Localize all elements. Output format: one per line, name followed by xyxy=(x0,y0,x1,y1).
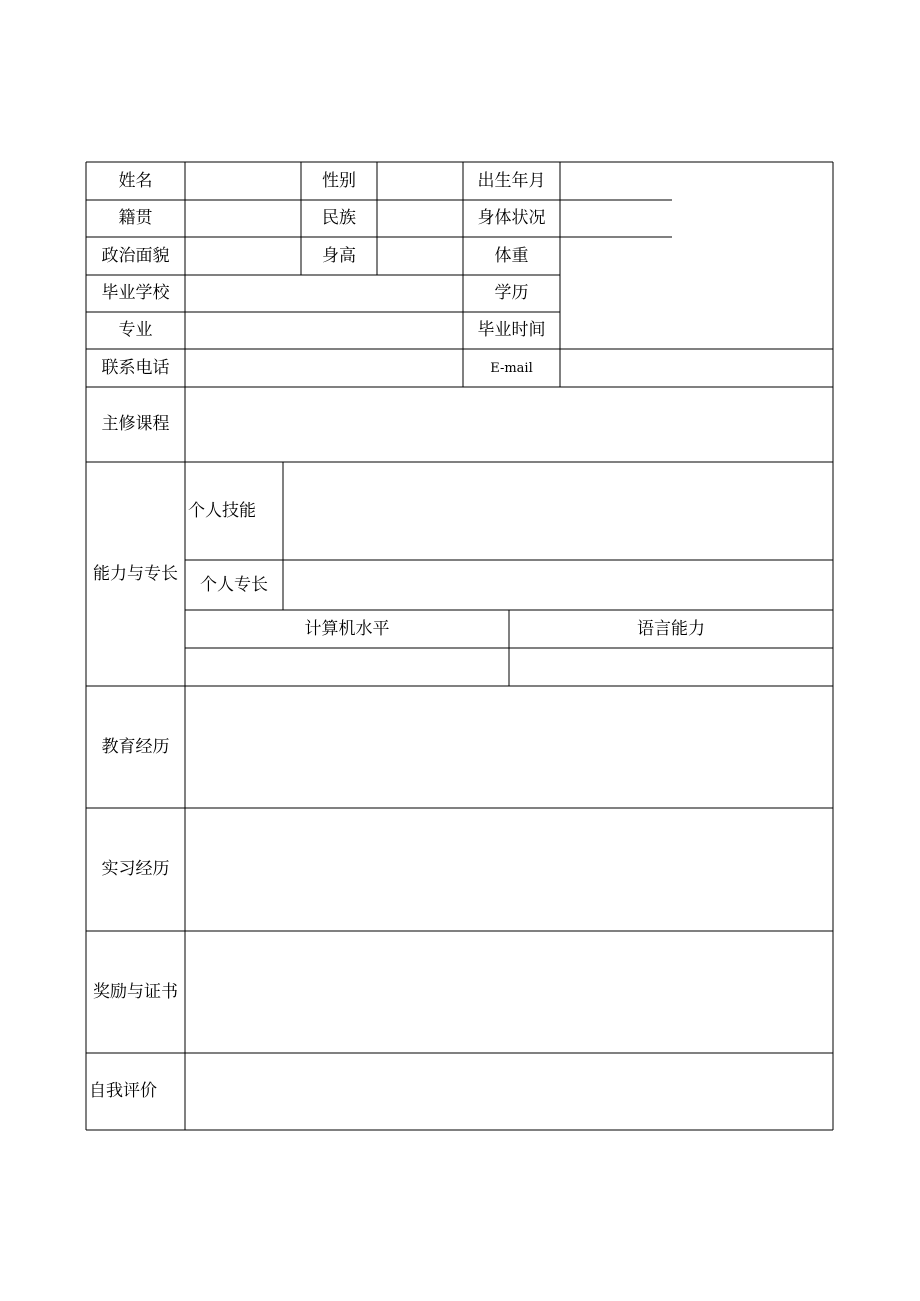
abilities-label: 能力与专长 xyxy=(93,563,178,584)
political-field[interactable] xyxy=(186,238,300,274)
awards-field[interactable] xyxy=(186,932,832,1052)
gender-field[interactable] xyxy=(378,163,462,199)
ethnicity-label: 民族 xyxy=(322,208,356,228)
phone-field[interactable] xyxy=(186,350,462,386)
hometown-label: 籍贯 xyxy=(118,208,153,228)
personal-strengths-field[interactable] xyxy=(284,561,832,609)
height-field[interactable] xyxy=(378,238,462,274)
email-field[interactable] xyxy=(561,350,832,386)
degree-label: 学历 xyxy=(494,283,529,303)
name-field[interactable] xyxy=(186,163,300,199)
awards-label: 奖励与证书 xyxy=(93,981,178,1002)
education-label: 教育经历 xyxy=(101,736,170,757)
weight-label: 体重 xyxy=(494,245,529,266)
computer-level-label: 计算机水平 xyxy=(304,618,390,639)
height-label: 身高 xyxy=(322,245,356,266)
birth-label: 出生年月 xyxy=(477,170,546,191)
personal-strengths-label: 个人专长 xyxy=(200,574,268,595)
computer-level-field[interactable] xyxy=(186,649,508,685)
language-ability-label: 语言能力 xyxy=(637,618,705,639)
self-eval-field[interactable] xyxy=(186,1054,832,1129)
language-ability-field[interactable] xyxy=(510,649,832,685)
health-field[interactable] xyxy=(561,201,671,236)
courses-field[interactable] xyxy=(186,388,832,461)
major-label: 专业 xyxy=(118,320,153,340)
internship-field[interactable] xyxy=(186,809,832,930)
hometown-field[interactable] xyxy=(186,201,300,236)
email-label: E-mail xyxy=(490,360,533,376)
gender-label: 性别 xyxy=(322,170,356,191)
courses-label: 主修课程 xyxy=(101,414,170,434)
internship-label: 实习经历 xyxy=(101,859,170,879)
personal-skills-field[interactable] xyxy=(284,463,832,559)
grad-time-field[interactable] xyxy=(561,313,671,348)
personal-skills-label: 个人技能 xyxy=(188,500,256,521)
name-label: 姓名 xyxy=(118,170,153,191)
degree-field[interactable] xyxy=(561,276,671,311)
self-eval-label: 自我评价 xyxy=(89,1081,157,1101)
grad-time-label: 毕业时间 xyxy=(477,320,546,340)
political-label: 政治面貌 xyxy=(101,245,170,266)
weight-field[interactable] xyxy=(561,238,671,274)
ethnicity-field[interactable] xyxy=(378,201,462,236)
phone-label: 联系电话 xyxy=(101,357,170,378)
education-field[interactable] xyxy=(186,687,832,807)
school-field[interactable] xyxy=(186,276,462,311)
school-label: 毕业学校 xyxy=(101,283,170,303)
health-label: 身体状况 xyxy=(477,208,546,228)
major-field[interactable] xyxy=(186,313,462,348)
birth-field[interactable] xyxy=(561,163,671,199)
